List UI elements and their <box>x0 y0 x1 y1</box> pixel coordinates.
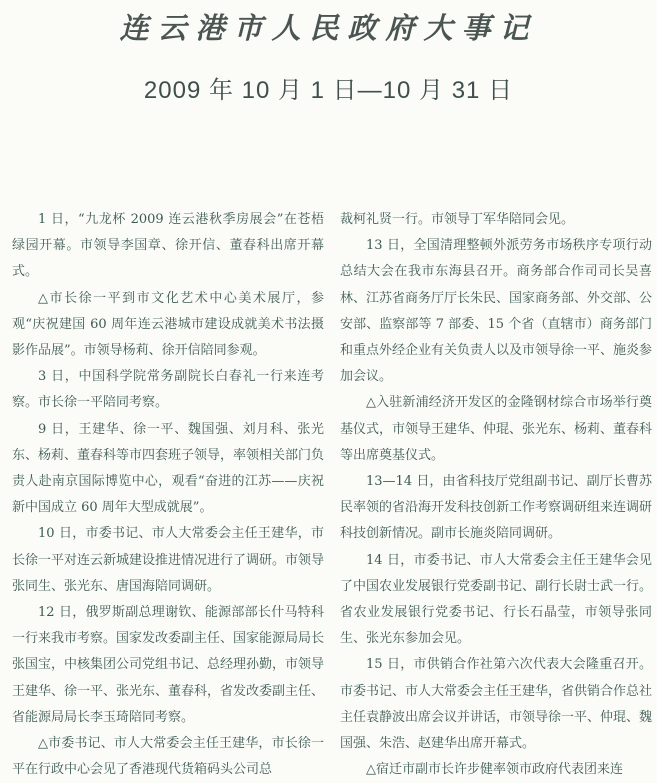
entry-oct-1: 1 日，“九龙杯 2009 连云港秋季房展会”在苍梧绿园开幕。市领导李国章、徐开信、董春科出席开幕式。 <box>12 212 324 280</box>
entry-oct-12-meeting: △市委书记、市人大常委会主任王建华，市长徐一平在行政中心会见了香港现代货箱码头公司总 <box>12 736 324 778</box>
entry-oct-14: 14 日，市委书记、市人大常委会主任王建华会见了中国农业发展银行党委副书记、副行长尉士武一行。省农业发展银行党委书记、行长石晶莹，市领导张同生、张光东参加会见。 <box>340 552 653 647</box>
entry-oct-13-groundbreaking: △入驻新浦经济开发区的金隆钢材综合市场举行奠基仪式，市领导王建华、仲琨、张光东、杨莉、董春科等出席奠基仪式。 <box>340 395 653 463</box>
entry-oct-9: 9 日，王建华、徐一平、魏国强、刘月科、张光东、杨莉、董春科等市四套班子领导，率领相关部门负责人赴南京国际博览中心，观看“奋进的江苏——庆祝新中国成立 60 周年大型成就展”。 <box>12 421 325 516</box>
entry-oct-13-14: 13—14 日，由省科技厅党组副书记、副厅长曹苏民率领的省沿海开发科技创新工作考察调研组来连调研科技创新情况。副市长施炎陪同调研。 <box>340 474 653 542</box>
entry-oct-12: 12 日，俄罗斯副总理谢钦、能源部部长什马特科一行来我市考察。国家发改委副主任、国家能源局局长张国宝，中核集团公司党组书记、总经理孙勤，市领导王建华、徐一平、张光东、董春科，省发改委副主任、省能源局局长李玉琦陪同考察。 <box>12 605 325 725</box>
entry-oct-15: 15 日，市供销合作社第六次代表大会隆重召开。市委书记、市人大常委会主任王建华，省供销合作总社主任袁静波出席会议并讲话，市领导徐一平、仲琨、魏国强、朱浩、赵建华出席开幕式。 <box>340 657 653 752</box>
entry-oct-12-meeting-continued: 裁柯礼贤一行。市领导丁军华陪同会见。 <box>340 212 575 227</box>
entry-oct-3: 3 日，中国科学院常务副院长白春礼一行来连考察。市长徐一平陪同考察。 <box>12 369 324 411</box>
entry-oct-10: 10 日，市委书记、市人大常委会主任王建华，市长徐一平对连云新城建设推进情况进行了调研。市领导张同生、张光东、唐国海陪同调研。 <box>12 526 325 594</box>
date-range-subtitle: 2009 年 10 月 1 日—10 月 31 日 <box>143 77 514 104</box>
entry-oct-1-art-exhibition: △市长徐一平到市文化艺术中心美术展厅，参观“庆祝建国 60 周年连云港城市建设成就美术书法摄影作品展”。市领导杨莉、徐开信陪同参观。 <box>12 290 324 359</box>
page-title: 连云港市人民政府大事记 <box>119 11 538 45</box>
left-column <box>12 207 324 783</box>
right-column <box>340 207 652 783</box>
entry-oct-15-suqian-delegation: △宿迁市副市长许步健率领市政府代表团来连 <box>366 762 623 778</box>
entry-oct-13: 13 日，全国清理整顿外派劳务市场秩序专项行动总结大会在我市东海县召开。商务部合作司司长吴喜林、江苏省商务厅厅长朱民、国家商务部、外交部、公安部、监察部等 7 部委、15 个省（直辖市）商务部门和重点外经企业有关负责人以及市领导徐一平、施炎参加会议。 <box>340 238 653 385</box>
